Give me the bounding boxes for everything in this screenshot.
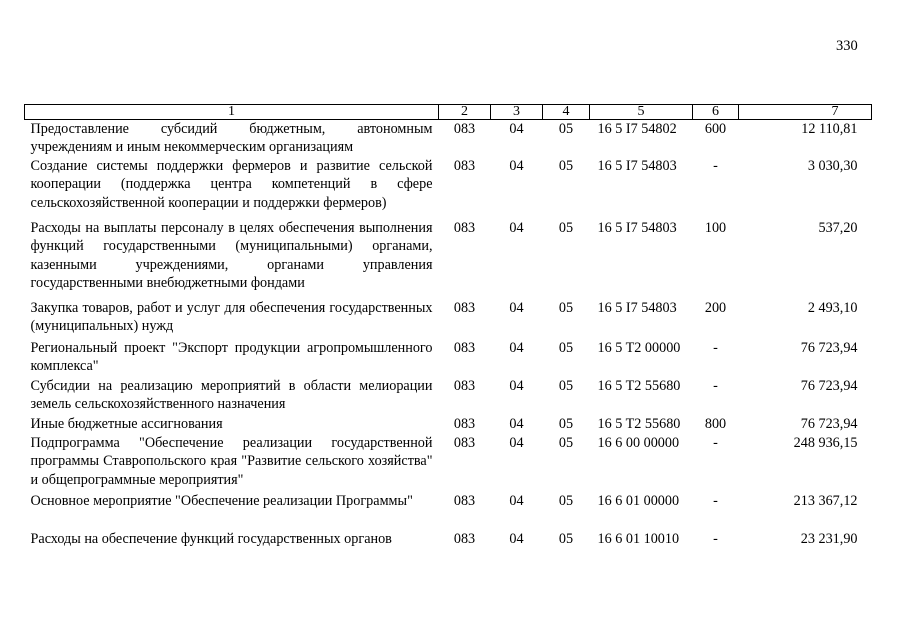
row-section: 04 — [509, 377, 524, 394]
row-target-article: 16 5 T2 55680 — [597, 415, 681, 432]
row-expense-type: 200 — [704, 299, 727, 316]
row-grbs: 083 — [453, 415, 476, 432]
row-amount: 23 231,90 — [800, 530, 858, 547]
table-row — [25, 415, 872, 434]
budget-table — [24, 104, 872, 549]
row-amount: 76 723,94 — [800, 339, 858, 356]
row-subsection: 05 — [558, 415, 574, 432]
row-target-article: 16 6 01 10010 — [597, 530, 680, 547]
row-subsection: 05 — [558, 121, 574, 137]
page-number: 330 — [836, 38, 858, 54]
row-section: 04 — [509, 492, 524, 509]
row-grbs: 083 — [453, 219, 476, 236]
row-grbs: 083 — [453, 121, 476, 137]
col-header-1: 1 — [25, 105, 439, 120]
row-expense-type: 800 — [704, 415, 727, 432]
table-row — [25, 219, 872, 299]
table-row — [25, 120, 872, 157]
row-subsection: 05 — [558, 219, 574, 236]
row-target-article: 16 6 00 00000 — [597, 434, 680, 451]
col-header-3: 3 — [491, 105, 543, 120]
row-expense-type: - — [713, 530, 718, 547]
row-name: Предоставление субсидий бюджетным, автономным учреждениям и иным некоммерческим организациям — [30, 121, 433, 156]
row-amount: 213 367,12 — [793, 492, 858, 509]
row-name: Расходы на выплаты персоналу в целях обеспечения выполнения функций государственными (муниципальными) органами, казенными учреждениями, органами управления государственными внебюджетными фондами — [30, 219, 433, 292]
row-expense-type: - — [713, 492, 718, 509]
row-target-article: 16 5 I7 54803 — [597, 157, 677, 174]
table-row — [25, 530, 872, 549]
row-name: Расходы на обеспечение функций государственных органов — [30, 530, 392, 547]
row-subsection: 05 — [558, 530, 574, 547]
col-header-6: 6 — [693, 105, 739, 120]
row-amount: 76 723,94 — [800, 377, 858, 394]
row-name: Создание системы поддержки фермеров и развитие сельской кооперации (поддержка центра компетенций в сфере сельскохозяйственной кооперации и поддержки фермеров) — [30, 157, 433, 211]
row-section: 04 — [509, 415, 524, 432]
row-subsection: 05 — [558, 339, 574, 356]
row-grbs: 083 — [453, 339, 476, 356]
row-name: Региональный проект "Экспорт продукции агропромышленного комплекса" — [30, 339, 433, 375]
table-row — [25, 492, 872, 530]
row-expense-type: - — [713, 157, 718, 174]
table-row — [25, 299, 872, 339]
row-target-article: 16 5 T2 00000 — [597, 339, 681, 356]
col-header-5: 5 — [590, 105, 693, 120]
row-amount: 76 723,94 — [800, 415, 858, 432]
row-name: Субсидии на реализацию мероприятий в области мелиорации земель сельскохозяйственного назначения — [30, 377, 433, 413]
row-section: 04 — [509, 434, 524, 451]
row-section: 04 — [509, 339, 524, 356]
row-subsection: 05 — [558, 434, 574, 451]
row-expense-type: - — [713, 339, 718, 356]
row-expense-type: 600 — [704, 121, 727, 137]
row-amount: 2 493,10 — [807, 299, 858, 316]
table-row — [25, 157, 872, 219]
row-name: Иные бюджетные ассигнования — [30, 415, 223, 432]
row-subsection: 05 — [558, 492, 574, 509]
row-section: 04 — [509, 530, 524, 547]
row-grbs: 083 — [453, 530, 476, 547]
col-header-7: 7 — [739, 105, 872, 120]
row-grbs: 083 — [453, 299, 476, 316]
row-section: 04 — [509, 157, 524, 174]
row-section: 04 — [509, 299, 524, 316]
row-name: Подпрограмма "Обеспечение реализации государственной программы Ставропольского края "Развитие сельского хозяйства" и общепрограммные мероприятия" — [30, 434, 433, 488]
row-expense-type: 100 — [704, 219, 727, 236]
row-target-article: 16 5 T2 55680 — [597, 377, 681, 394]
table-row — [25, 377, 872, 415]
row-amount: 537,20 — [818, 219, 858, 236]
row-amount: 248 936,15 — [793, 434, 858, 451]
row-target-article: 16 5 I7 54802 — [597, 121, 677, 137]
row-grbs: 083 — [453, 492, 476, 509]
row-grbs: 083 — [453, 377, 476, 394]
row-expense-type: - — [713, 377, 718, 394]
header-row — [25, 105, 872, 120]
row-section: 04 — [509, 121, 524, 137]
row-subsection: 05 — [558, 377, 574, 394]
row-grbs: 083 — [453, 157, 476, 174]
row-subsection: 05 — [558, 299, 574, 316]
table-row — [25, 339, 872, 377]
row-target-article: 16 6 01 00000 — [597, 492, 680, 509]
row-section: 04 — [509, 219, 524, 236]
row-name: Основное мероприятие "Обеспечение реализации Программы" — [30, 492, 413, 509]
table-row — [25, 434, 872, 492]
row-amount: 3 030,30 — [807, 157, 858, 174]
col-header-4: 4 — [543, 105, 590, 120]
col-header-2: 2 — [439, 105, 491, 120]
row-name: Закупка товаров, работ и услуг для обеспечения государственных (муниципальных) нужд — [30, 299, 433, 335]
row-target-article: 16 5 I7 54803 — [597, 219, 677, 236]
row-subsection: 05 — [558, 157, 574, 174]
row-expense-type: - — [713, 434, 718, 451]
row-target-article: 16 5 I7 54803 — [597, 299, 677, 316]
row-amount: 12 110,81 — [801, 121, 858, 137]
row-grbs: 083 — [453, 434, 476, 451]
